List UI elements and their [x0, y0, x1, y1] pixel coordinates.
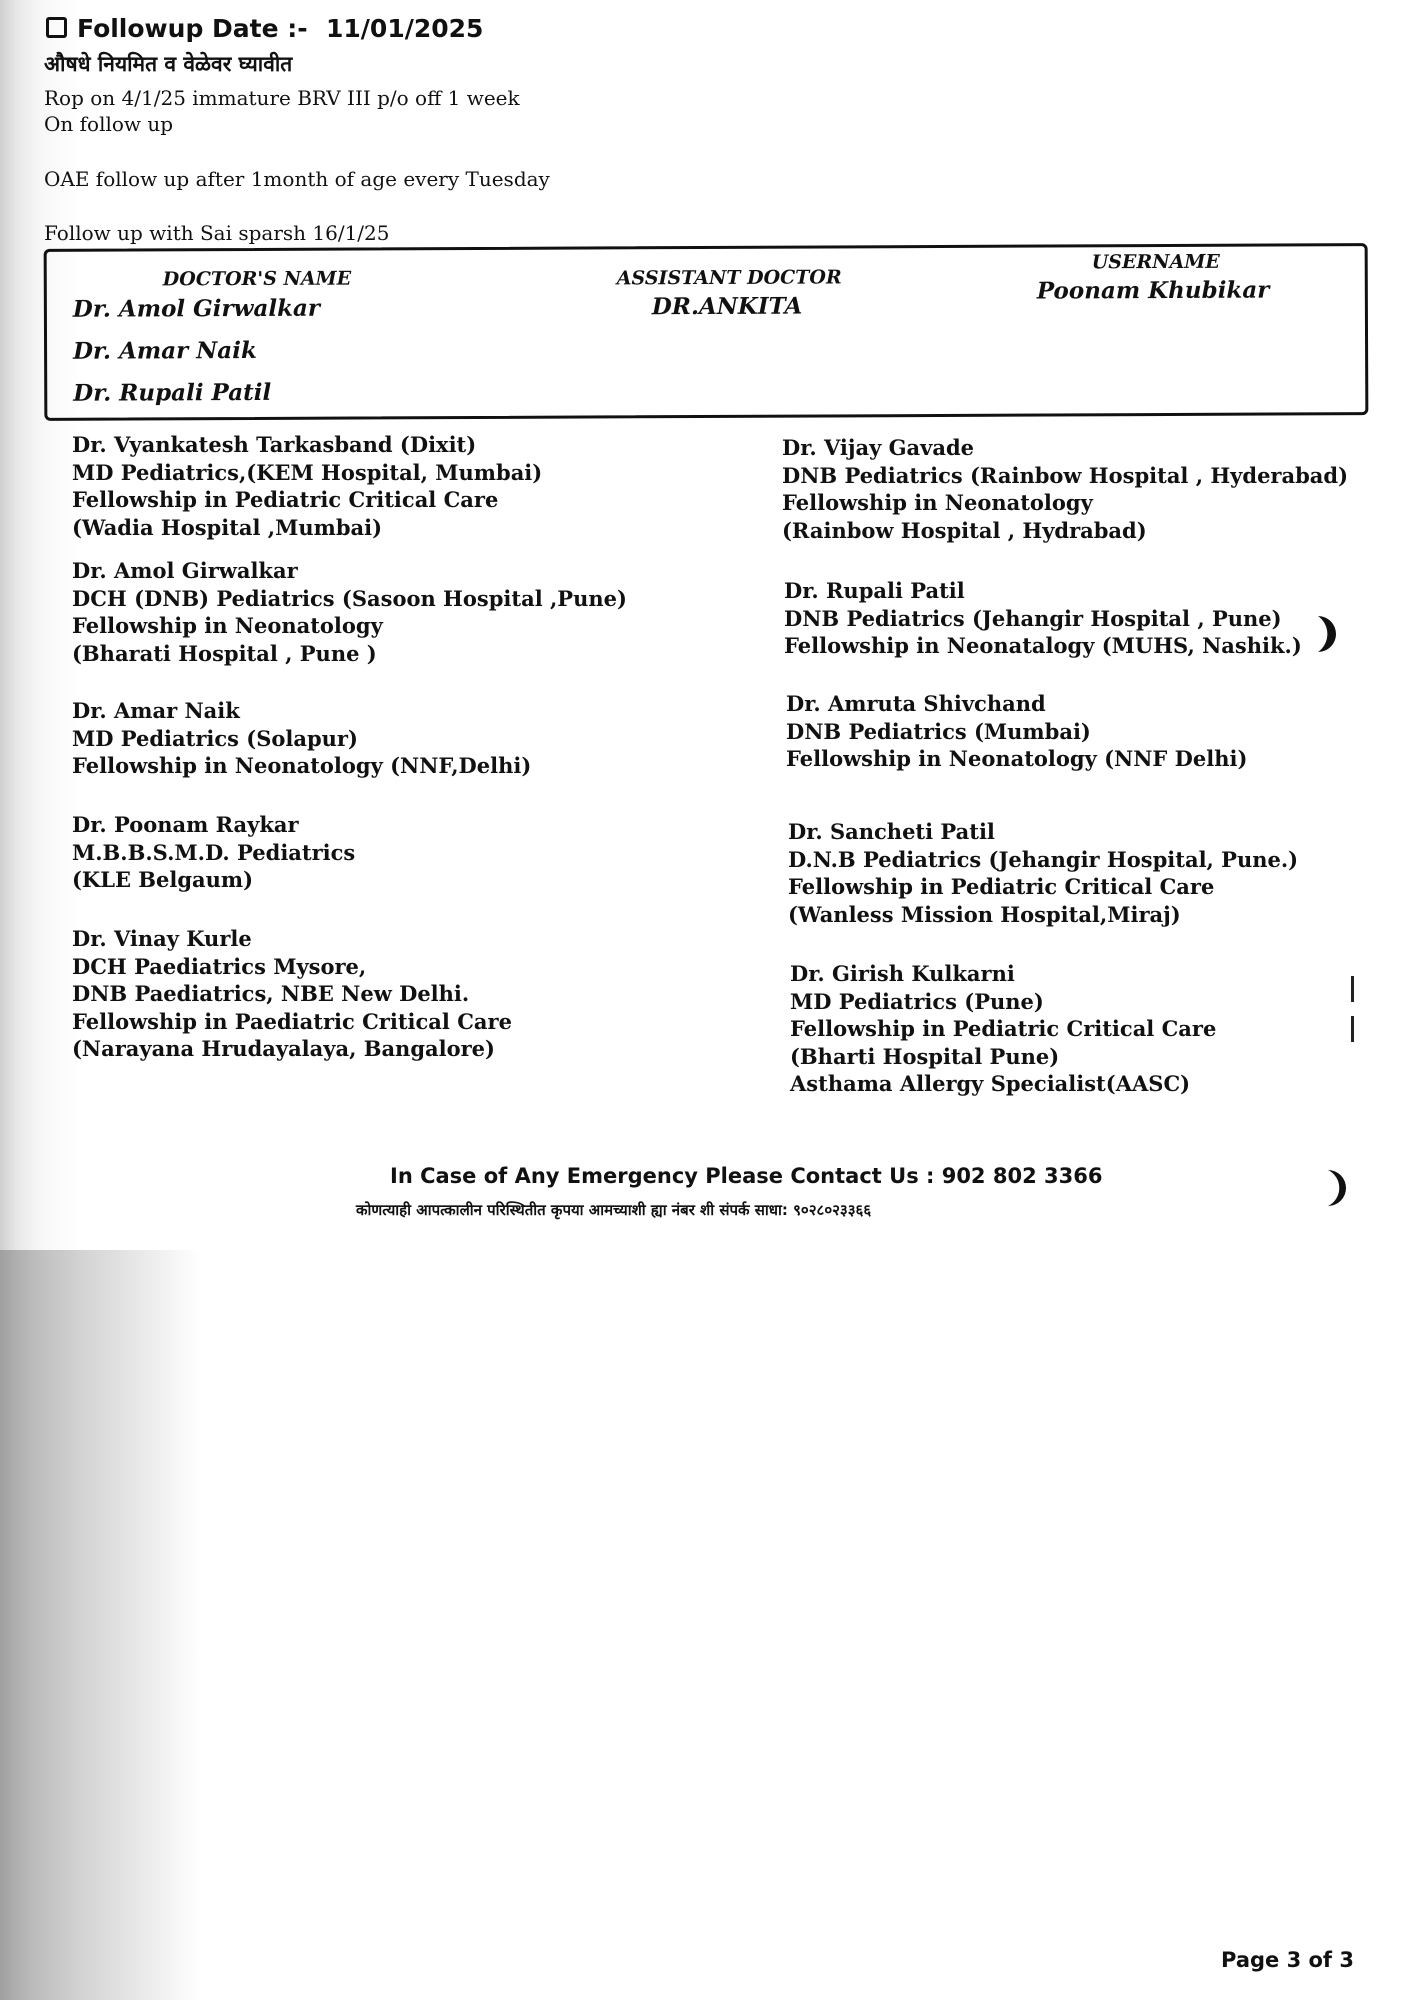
doctor-card-left-4: [72, 811, 355, 894]
doctor-institution: (Wanless Mission Hospital,Miraj): [788, 901, 1181, 927]
doctor-fellowship: Fellowship in Neonatology (NNF,Delhi): [72, 753, 532, 778]
medicine-note-marathi: औषधे नियमित व वेळेवर घ्यावीत: [44, 52, 293, 76]
doctor-name: Dr. Vijay Gavade: [782, 435, 974, 460]
doctor-institution: (Wadia Hospital ,Mumbai): [72, 514, 383, 540]
punch-hole-mark: [1318, 1166, 1358, 1210]
doctor-card-right-3: [786, 690, 1247, 773]
page-number: Page 3 of 3: [1221, 1948, 1354, 1972]
doctor-card-left-2: [72, 557, 627, 667]
doctor-specialty: Asthama Allergy Specialist(AASC): [790, 1071, 1191, 1096]
punch-hole-mark: [1310, 612, 1350, 656]
doctor-card-right-1: [782, 434, 1348, 544]
rop-note: Rop on 4/1/25 immature BRV III p/o off 1 week: [44, 86, 520, 110]
emergency-contact-marathi: कोणत्याही आपत्कालीन परिस्थितीत कृपया आमच्याशी ह्या नंबर शी संपर्क साधा: ९०२८०२३३६६: [356, 1201, 872, 1219]
doctor-qualification: MD Pediatrics (Solapur): [72, 725, 358, 751]
doctor-qualification: DNB Pediatrics (Rainbow Hospital , Hyderabad): [782, 462, 1349, 488]
doctor-card-right-5: [790, 960, 1216, 1098]
doctor-fellowship: Fellowship in Neonatology: [72, 613, 383, 638]
doctor-qualification: DCH (DNB) Pediatrics (Sasoon Hospital ,Pune): [72, 585, 627, 611]
doctor-fellowship: Fellowship in Neonatology: [782, 490, 1093, 515]
assistant-doctor-name: DR.ANKITA: [651, 292, 803, 321]
doctor-card-right-2: [784, 577, 1302, 660]
doctor-qualification: D.N.B Pediatrics (Jehangir Hospital, Pune.): [788, 846, 1299, 872]
checkbox-icon: [46, 17, 67, 38]
doctor-institution: (KLE Belgaum): [72, 867, 254, 892]
username-value: Poonam Khubikar: [1036, 276, 1270, 305]
doctor-qualification-2: DNB Paediatrics, NBE New Delhi.: [72, 981, 470, 1006]
doctor-name: Dr. Vinay Kurle: [72, 926, 252, 951]
doctor-card-left-1: [72, 431, 542, 541]
oae-note: OAE follow up after 1month of age every Tuesday: [44, 167, 550, 191]
doctor-qualification: DNB Pediatrics (Mumbai): [786, 718, 1091, 744]
doctor-name: Dr. Amar Naik: [72, 698, 240, 723]
doctor-name: Dr. Amol Girwalkar: [72, 558, 298, 583]
scan-shadow: [0, 1250, 200, 2000]
doctor-institution: (Bharati Hospital , Pune ): [72, 640, 377, 666]
doctor-institution: (Rainbow Hospital , Hydrabad): [782, 517, 1147, 543]
doctor-name: Dr. Poonam Raykar: [72, 812, 299, 837]
username-heading: USERNAME: [1091, 250, 1220, 274]
sai-sparsh-note: Follow up with Sai sparsh 16/1/25: [44, 221, 390, 245]
box-doctor-2: Dr. Amar Naik: [73, 336, 257, 365]
followup-label: [46, 14, 308, 43]
follow-up-note: On follow up: [44, 112, 174, 136]
doctor-name-heading: DOCTOR'S NAME: [162, 267, 352, 291]
box-doctor-3: Dr. Rupali Patil: [73, 378, 272, 407]
doctor-qualification: DNB Pediatrics (Jehangir Hospital , Pune): [784, 605, 1282, 631]
doctor-fellowship: Fellowship in Paediatric Critical Care: [72, 1008, 512, 1034]
doctor-info-box: [44, 243, 1369, 421]
emergency-contact: In Case of Any Emergency Please Contact Us : 902 802 3366: [390, 1164, 1103, 1188]
doctor-name: Dr. Sancheti Patil: [788, 819, 995, 844]
doctor-fellowship: Fellowship in Neonatology (NNF Delhi): [786, 746, 1248, 771]
doctor-card-right-4: [788, 818, 1298, 928]
doctor-name: Dr. Rupali Patil: [784, 578, 965, 603]
doctor-fellowship: Fellowship in Neonatalogy (MUHS, Nashik.): [784, 633, 1302, 658]
doctor-name: Dr. Girish Kulkarni: [790, 961, 1015, 986]
edge-mark: [1348, 976, 1358, 1046]
doctor-fellowship: Fellowship in Pediatric Critical Care: [788, 874, 1215, 899]
followup-date: 11/01/2025: [326, 14, 484, 43]
doctor-card-left-3: [72, 697, 531, 780]
box-doctor-1: Dr. Amol Girwalkar: [72, 294, 321, 323]
doctor-institution: (Narayana Hrudayalaya, Bangalore): [72, 1036, 495, 1061]
doctor-qualification: M.B.B.S.M.D. Pediatrics: [72, 839, 356, 865]
doctor-name: Dr. Amruta Shivchand: [786, 691, 1046, 716]
followup-label-text: Followup Date :-: [77, 14, 308, 43]
assistant-doctor-heading: ASSISTANT DOCTOR: [616, 266, 842, 290]
doctor-qualification: MD Pediatrics,(KEM Hospital, Mumbai): [72, 459, 543, 485]
doctor-qualification: MD Pediatrics (Pune): [790, 988, 1044, 1014]
doctor-fellowship: Fellowship in Pediatric Critical Care: [72, 487, 499, 512]
doctor-card-left-5: [72, 925, 512, 1063]
doctor-name: Dr. Vyankatesh Tarkasband (Dixit): [72, 432, 477, 457]
doctor-qualification: DCH Paediatrics Mysore,: [72, 953, 367, 979]
doctor-institution: (Bharti Hospital Pune): [790, 1043, 1060, 1069]
doctor-fellowship: Fellowship in Pediatric Critical Care: [790, 1016, 1217, 1041]
